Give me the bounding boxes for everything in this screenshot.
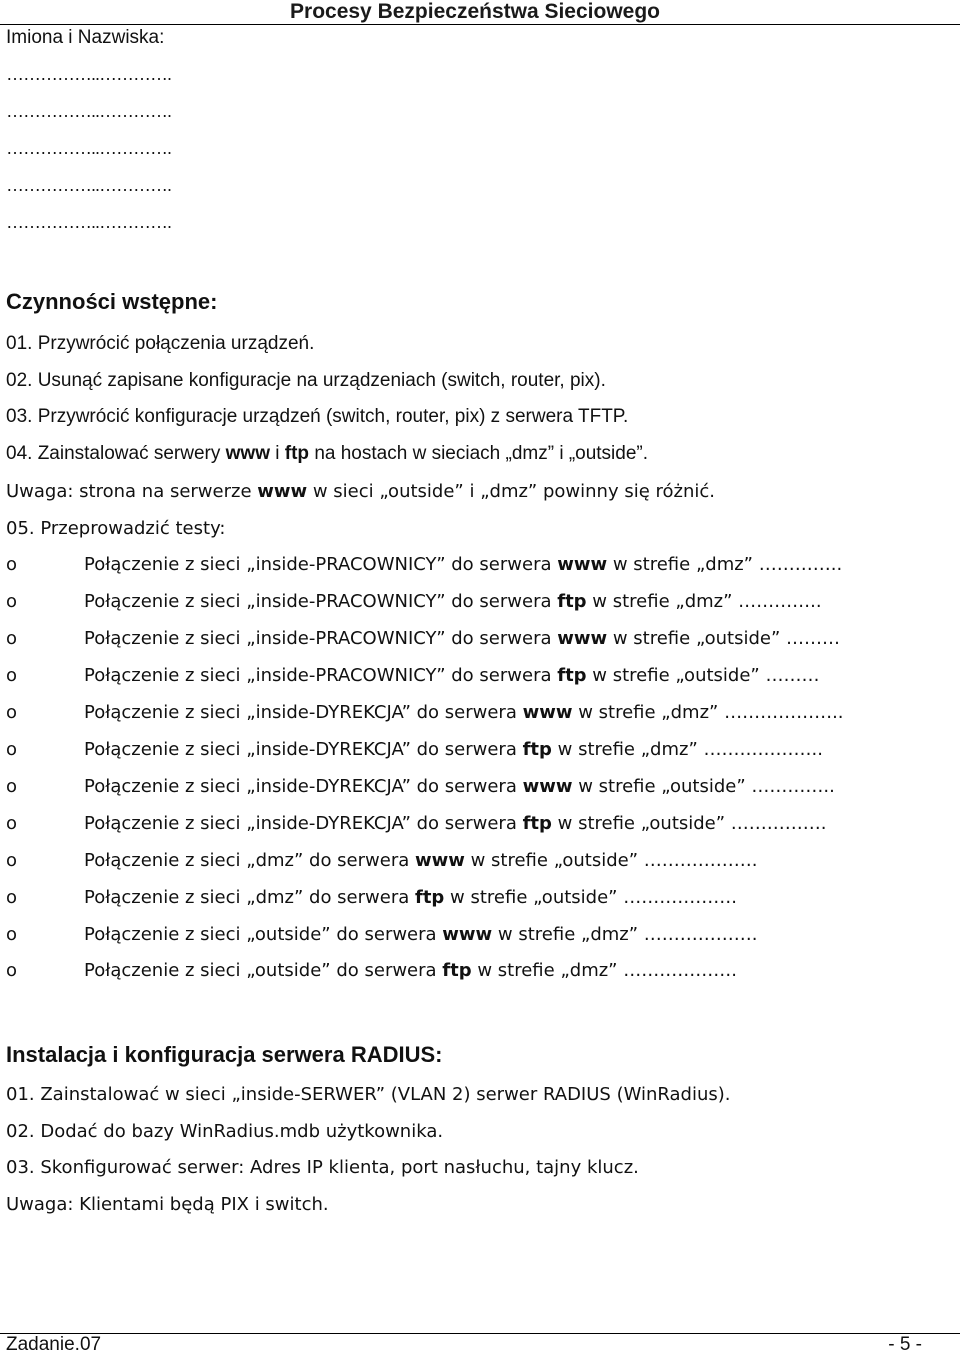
test-server-type: ftp: [557, 665, 587, 686]
test-text-post: w strefie „outside” ………: [607, 628, 841, 649]
name-blank-line: ……………..………….: [6, 212, 172, 232]
test-text-pre: Połączenie z sieci „dmz” do serwera: [84, 850, 415, 871]
test-text-post: w strefie „outside” …………….: [551, 813, 827, 834]
test-item: [6, 850, 758, 871]
note-text-a: Uwaga: strona na serwerze: [6, 481, 258, 502]
test-text-pre: Połączenie z sieci „inside-PRACOWNICY” do serwera: [84, 628, 558, 649]
test-item: [6, 924, 758, 945]
bullet-marker: o: [6, 628, 18, 649]
prelim-note: [6, 481, 715, 502]
test-text-post: w strefie „outside” …………..: [572, 776, 835, 797]
section-title-radius: Instalacja i konfiguracja serwera RADIUS:: [6, 1042, 443, 1067]
name-blank-line: ……………..………….: [6, 138, 172, 158]
test-text-post: w strefie „dmz” …………..: [586, 591, 822, 612]
test-text-post: w strefie „outside” ……………….: [464, 850, 758, 871]
header-rule: [0, 24, 960, 25]
test-item: [6, 887, 737, 908]
test-item: [6, 628, 840, 649]
name-blank-line: ……………..………….: [6, 175, 172, 195]
test-text-pre: Połączenie z sieci „inside-DYREKCJA” do serwera: [84, 739, 523, 760]
test-text-pre: Połączenie z sieci „inside-PRACOWNICY” do serwera: [84, 554, 558, 575]
radius-note: Uwaga: Klientami będą PIX i switch.: [6, 1194, 329, 1215]
test-text-pre: Połączenie z sieci „dmz” do serwera: [84, 887, 415, 908]
document-header-title: Procesy Bezpieczeństwa Sieciowego: [290, 0, 660, 23]
test-text-pre: Połączenie z sieci „inside-DYREKCJA” do serwera: [84, 813, 523, 834]
step-04-text-c: i: [270, 443, 285, 464]
name-blank-line: ……………..………….: [6, 64, 172, 84]
radius-step-03: 03. Skonfigurować serwer: Adres IP klienta, port nasłuchu, tajny klucz.: [6, 1157, 639, 1178]
names-label: Imiona i Nazwiska:: [6, 27, 165, 48]
section-title-prelim: Czynności wstępne:: [6, 289, 218, 314]
bullet-marker: o: [6, 924, 18, 945]
test-text-post: w strefie „dmz” ………………..: [572, 702, 844, 723]
test-server-type: ftp: [557, 591, 587, 612]
bullet-marker: o: [6, 960, 18, 981]
name-blank-line: ……………..………….: [6, 101, 172, 121]
test-server-type: ftp: [522, 739, 552, 760]
bullet-marker: o: [6, 702, 18, 723]
test-item: [6, 665, 819, 686]
test-server-type: www: [557, 554, 608, 575]
test-item: [6, 554, 842, 575]
radius-step-02: 02. Dodać do bazy WinRadius.mdb użytkownika.: [6, 1121, 444, 1142]
test-item: [6, 702, 844, 723]
footer-page-number: - 5 -: [888, 1334, 922, 1355]
step-01: 01. Przywrócić połączenia urządzeń.: [6, 333, 315, 354]
step-02: 02. Usunąć zapisane konfiguracje na urządzeniach (switch, router, pix).: [6, 370, 606, 391]
note-www: www: [257, 481, 308, 502]
step-04-ftp: ftp: [284, 443, 310, 464]
bullet-marker: o: [6, 554, 18, 575]
test-text-pre: Połączenie z sieci „outside” do serwera: [84, 924, 443, 945]
footer-rule: [0, 1333, 960, 1334]
bullet-marker: o: [6, 850, 18, 871]
test-item: [6, 591, 822, 612]
test-text-post: w strefie „outside” ……………….: [444, 887, 737, 908]
test-server-type: www: [522, 702, 573, 723]
test-text-post: w strefie „dmz” ………………..: [551, 739, 823, 760]
test-text-pre: Połączenie z sieci „inside-PRACOWNICY” do serwera: [84, 665, 558, 686]
test-text-pre: Połączenie z sieci „outside” do serwera: [84, 960, 443, 981]
test-item: [6, 813, 827, 834]
step-05: 05. Przeprowadzić testy:: [6, 518, 226, 539]
test-text-pre: Połączenie z sieci „inside-PRACOWNICY” do serwera: [84, 591, 558, 612]
step-04-www: www: [225, 443, 270, 464]
test-text-post: w strefie „dmz” ……………….: [492, 924, 758, 945]
bullet-marker: o: [6, 739, 18, 760]
step-04-text-a: 04. Zainstalować serwery: [6, 443, 226, 464]
step-03: 03. Przywrócić konfiguracje urządzeń (switch, router, pix) z serwera TFTP.: [6, 406, 629, 427]
test-server-type: www: [522, 776, 573, 797]
step-04-text-d: na hostach w sieciach „dmz” i „outside”.: [309, 443, 649, 464]
names-blank-list: [6, 64, 171, 249]
bullet-marker: o: [6, 887, 18, 908]
test-server-type: ftp: [442, 960, 472, 981]
test-server-type: ftp: [522, 813, 552, 834]
footer-task-id: Zadanie.07: [6, 1334, 102, 1355]
bullet-marker: o: [6, 776, 18, 797]
test-text-pre: Połączenie z sieci „inside-DYREKCJA” do serwera: [84, 776, 523, 797]
test-server-type: www: [557, 628, 608, 649]
test-item: [6, 739, 823, 760]
test-text-post: w strefie „outside” ………: [586, 665, 820, 686]
bullet-marker: o: [6, 813, 18, 834]
test-text-post: w strefie „dmz” …………..: [607, 554, 843, 575]
test-server-type: www: [414, 850, 465, 871]
test-item: [6, 960, 737, 981]
test-text-pre: Połączenie z sieci „inside-DYREKCJA” do serwera: [84, 702, 523, 723]
test-server-type: www: [442, 924, 493, 945]
step-04: [6, 443, 648, 465]
bullet-marker: o: [6, 591, 18, 612]
test-item: [6, 776, 835, 797]
bullet-marker: o: [6, 665, 18, 686]
test-text-post: w strefie „dmz” ……………….: [471, 960, 737, 981]
note-text-c: w sieci „outside” i „dmz” powinny się różnić.: [307, 481, 715, 502]
radius-step-01: 01. Zainstalować w sieci „inside-SERWER” (VLAN 2) serwer RADIUS (WinRadius).: [6, 1084, 731, 1105]
test-server-type: ftp: [414, 887, 445, 908]
